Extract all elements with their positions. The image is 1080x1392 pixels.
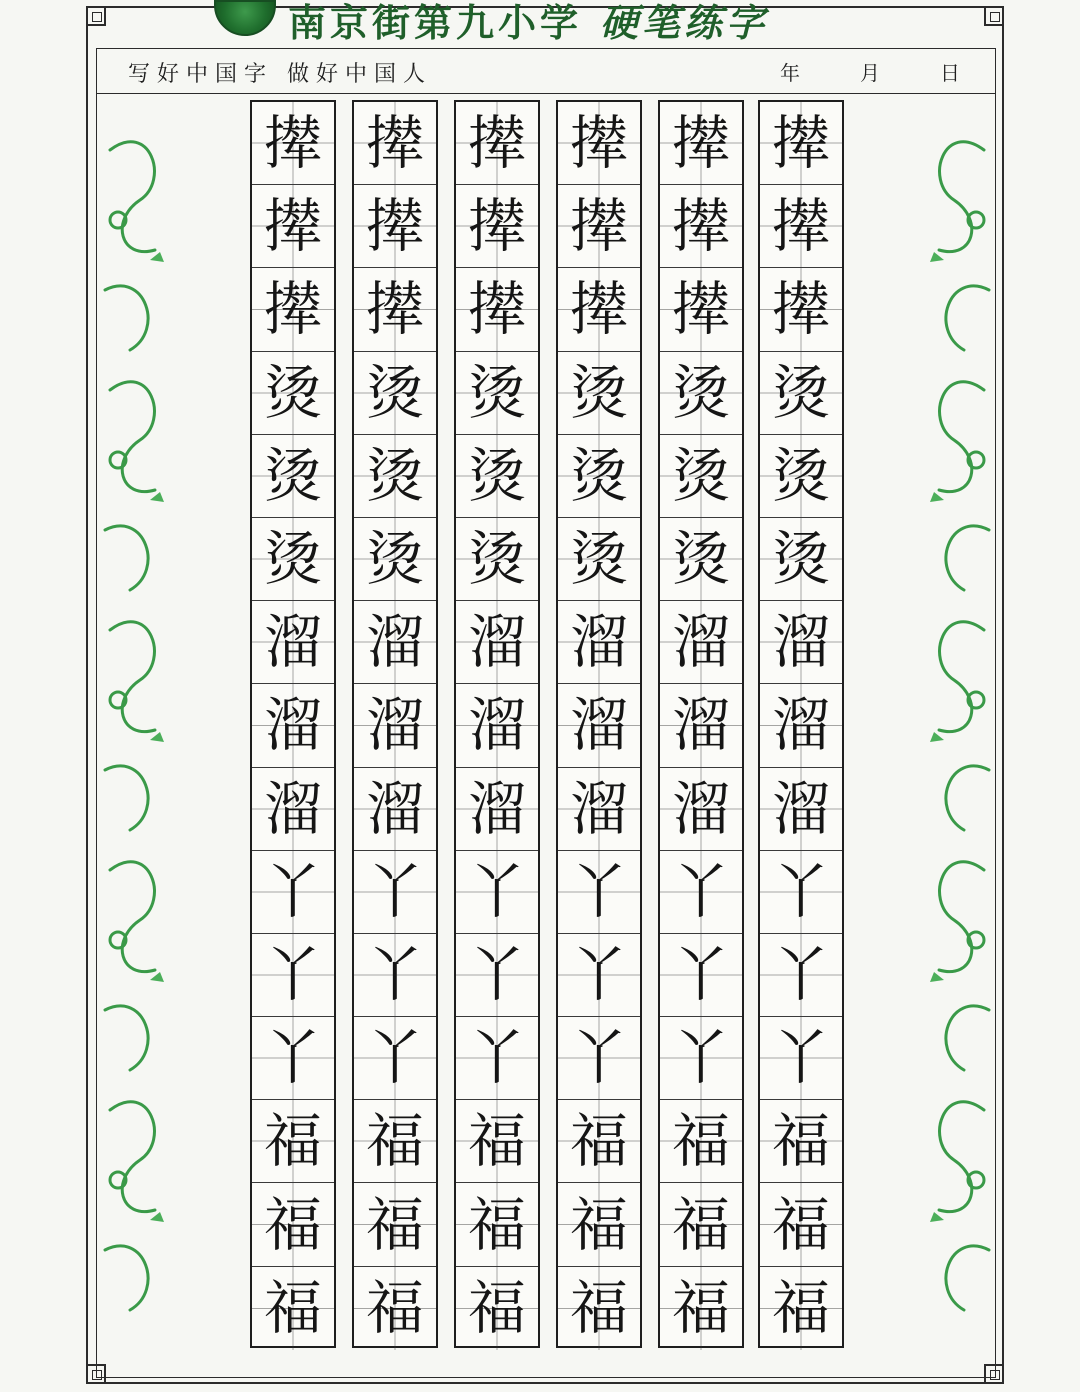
tianzige-cell (252, 518, 334, 601)
tianzige-cell (252, 768, 334, 851)
handwritten-character: 丫 (467, 940, 526, 1009)
tianzige-cell (354, 435, 436, 518)
writing-column (250, 100, 336, 1348)
handwritten-character: 溜 (467, 774, 526, 843)
tianzige-cell (660, 435, 742, 518)
tianzige-cell (354, 684, 436, 767)
tianzige-cell (760, 1017, 842, 1100)
tianzige-cell (456, 601, 538, 684)
tianzige-cell (558, 268, 640, 351)
tianzige-cell (456, 518, 538, 601)
tianzige-cell (660, 601, 742, 684)
handwritten-character: 烫 (467, 441, 526, 510)
tianzige-cell (760, 518, 842, 601)
subject-name: 硬笔练字 (600, 0, 769, 45)
tianzige-cell (760, 934, 842, 1017)
handwritten-character: 撵 (569, 109, 628, 178)
tianzige-cell (760, 851, 842, 934)
tianzige-cell (354, 185, 436, 268)
tianzige-cell (660, 102, 742, 185)
handwritten-character: 丫 (671, 940, 730, 1009)
tianzige-cell (760, 435, 842, 518)
handwritten-character: 福 (771, 1107, 830, 1176)
school-name: 南京街第九小学 (288, 0, 583, 45)
handwritten-character: 福 (263, 1190, 322, 1259)
handwritten-character: 撵 (771, 109, 830, 178)
tianzige-cell (558, 518, 640, 601)
handwritten-character: 撵 (263, 275, 322, 344)
handwritten-character: 撵 (771, 192, 830, 261)
tianzige-cell (252, 684, 334, 767)
handwritten-character: 溜 (365, 608, 424, 677)
tianzige-cell (760, 352, 842, 435)
handwritten-character: 撵 (771, 275, 830, 344)
left-floral-border (90, 110, 176, 1370)
handwritten-character: 丫 (467, 857, 526, 926)
tianzige-cell (660, 684, 742, 767)
handwritten-character: 撵 (671, 192, 730, 261)
handwritten-character: 溜 (771, 691, 830, 760)
handwritten-character: 丫 (671, 1024, 730, 1093)
handwritten-character: 丫 (263, 940, 322, 1009)
handwritten-character: 福 (771, 1274, 830, 1343)
handwritten-character: 福 (467, 1274, 526, 1343)
handwritten-character: 烫 (467, 358, 526, 427)
tianzige-cell (354, 352, 436, 435)
tianzige-cell (456, 934, 538, 1017)
tianzige-cell (252, 185, 334, 268)
handwritten-character: 烫 (771, 358, 830, 427)
tianzige-cell (354, 601, 436, 684)
tianzige-cell (660, 768, 742, 851)
handwritten-character: 福 (671, 1190, 730, 1259)
handwritten-character: 撵 (467, 109, 526, 178)
handwritten-character: 丫 (771, 940, 830, 1009)
handwritten-character: 撵 (365, 275, 424, 344)
handwritten-character: 福 (671, 1274, 730, 1343)
tianzige-cell (760, 684, 842, 767)
handwritten-character: 丫 (365, 940, 424, 1009)
corner-ornament-icon (984, 6, 1004, 26)
right-floral-border (918, 110, 1004, 1370)
tianzige-cell (558, 1100, 640, 1183)
tianzige-cell (252, 1183, 334, 1266)
tianzige-cell (456, 684, 538, 767)
writing-column (454, 100, 540, 1348)
tianzige-cell (354, 851, 436, 934)
handwritten-character: 丫 (671, 857, 730, 926)
tianzige-cell (456, 1267, 538, 1350)
tianzige-cell (558, 934, 640, 1017)
handwritten-character: 撵 (365, 109, 424, 178)
handwritten-character: 撵 (263, 192, 322, 261)
handwritten-character: 烫 (569, 441, 628, 510)
handwritten-character: 撵 (569, 275, 628, 344)
tianzige-cell (456, 352, 538, 435)
tianzige-cell (354, 1183, 436, 1266)
handwritten-character: 福 (263, 1107, 322, 1176)
handwritten-character: 福 (365, 1107, 424, 1176)
tianzige-cell (456, 102, 538, 185)
handwritten-character: 烫 (263, 358, 322, 427)
tianzige-cell (456, 185, 538, 268)
tianzige-cell (456, 435, 538, 518)
tianzige-cell (252, 1100, 334, 1183)
tianzige-cell (558, 185, 640, 268)
handwritten-character: 丫 (771, 857, 830, 926)
tianzige-cell (252, 1267, 334, 1350)
tianzige-cell (252, 601, 334, 684)
handwritten-character: 撵 (671, 109, 730, 178)
writing-column (556, 100, 642, 1348)
tianzige-cell (252, 851, 334, 934)
handwritten-character: 撵 (365, 192, 424, 261)
tianzige-cell (660, 1100, 742, 1183)
tianzige-cell (252, 102, 334, 185)
floral-flourish-icon (90, 110, 176, 1370)
handwritten-character: 烫 (569, 525, 628, 594)
tianzige-cell (558, 1267, 640, 1350)
slogan: 写好中国字 做好中国人 (128, 62, 432, 87)
tianzige-cell (558, 601, 640, 684)
tianzige-cell (456, 1100, 538, 1183)
tianzige-cell (660, 268, 742, 351)
handwritten-character: 福 (569, 1190, 628, 1259)
tianzige-cell (760, 185, 842, 268)
tianzige-cell (760, 1183, 842, 1266)
corner-ornament-icon (86, 6, 106, 26)
writing-column (658, 100, 744, 1348)
tianzige-cell (456, 268, 538, 351)
handwritten-character: 丫 (467, 1024, 526, 1093)
handwritten-character: 丫 (365, 857, 424, 926)
handwritten-character: 溜 (569, 608, 628, 677)
handwritten-character: 丫 (365, 1024, 424, 1093)
handwritten-character: 撵 (569, 192, 628, 261)
date-month-label: 月 (860, 61, 880, 85)
tianzige-cell (660, 934, 742, 1017)
handwritten-character: 福 (263, 1274, 322, 1343)
tianzige-cell (558, 435, 640, 518)
handwritten-character: 溜 (569, 691, 628, 760)
handwritten-character: 撵 (671, 275, 730, 344)
handwritten-character: 撵 (467, 192, 526, 261)
tianzige-cell (558, 768, 640, 851)
tianzige-cell (354, 268, 436, 351)
handwritten-character: 溜 (467, 608, 526, 677)
handwritten-character: 溜 (263, 774, 322, 843)
handwritten-character: 溜 (365, 774, 424, 843)
tianzige-cell (252, 934, 334, 1017)
handwritten-character: 烫 (365, 525, 424, 594)
handwritten-character: 福 (569, 1274, 628, 1343)
tianzige-cell (660, 185, 742, 268)
tianzige-cell (660, 518, 742, 601)
tianzige-cell (760, 268, 842, 351)
handwritten-character: 烫 (365, 441, 424, 510)
handwritten-character: 溜 (365, 691, 424, 760)
handwritten-character: 烫 (671, 358, 730, 427)
handwritten-character: 福 (467, 1107, 526, 1176)
handwritten-character: 溜 (569, 774, 628, 843)
tianzige-cell (760, 1100, 842, 1183)
tianzige-cell (558, 1183, 640, 1266)
writing-column (758, 100, 844, 1348)
handwritten-character: 溜 (263, 608, 322, 677)
tianzige-cell (354, 934, 436, 1017)
tianzige-cell (456, 768, 538, 851)
tianzige-cell (760, 102, 842, 185)
tianzige-cell (760, 1267, 842, 1350)
header-divider (96, 93, 996, 94)
handwritten-character: 丫 (771, 1024, 830, 1093)
tianzige-cell (456, 1017, 538, 1100)
handwritten-character: 烫 (467, 525, 526, 594)
tianzige-cell (252, 435, 334, 518)
handwritten-character: 烫 (771, 441, 830, 510)
tianzige-cell (558, 1017, 640, 1100)
tianzige-cell (558, 684, 640, 767)
floral-flourish-icon (918, 110, 1004, 1370)
handwritten-character: 福 (365, 1190, 424, 1259)
handwritten-character: 福 (671, 1107, 730, 1176)
handwritten-character: 烫 (771, 525, 830, 594)
tianzige-cell (252, 268, 334, 351)
tianzige-cell (354, 1100, 436, 1183)
tianzige-cell (660, 352, 742, 435)
handwritten-character: 烫 (263, 441, 322, 510)
tianzige-cell (456, 1183, 538, 1266)
handwritten-character: 烫 (365, 358, 424, 427)
tianzige-cell (354, 1267, 436, 1350)
handwritten-character: 福 (467, 1190, 526, 1259)
page-inner-frame (96, 48, 996, 1378)
tianzige-cell (354, 518, 436, 601)
tianzige-cell (660, 1267, 742, 1350)
tianzige-cell (354, 1017, 436, 1100)
date-year-label: 年 (780, 61, 800, 85)
tianzige-cell (252, 352, 334, 435)
handwritten-character: 烫 (671, 441, 730, 510)
writing-column (352, 100, 438, 1348)
handwritten-character: 溜 (671, 608, 730, 677)
tianzige-cell (558, 851, 640, 934)
tianzige-cell (760, 768, 842, 851)
handwritten-character: 撵 (263, 109, 322, 178)
tianzige-cell (660, 1017, 742, 1100)
page-title (288, 0, 768, 47)
tianzige-cell (660, 1183, 742, 1266)
tianzige-cell (252, 1017, 334, 1100)
handwritten-character: 烫 (263, 525, 322, 594)
handwritten-character: 溜 (671, 691, 730, 760)
tianzige-cell (456, 851, 538, 934)
handwritten-character: 溜 (771, 774, 830, 843)
handwritten-character: 丫 (569, 857, 628, 926)
handwritten-character: 撵 (467, 275, 526, 344)
tianzige-cell (354, 768, 436, 851)
handwritten-character: 丫 (263, 1024, 322, 1093)
tianzige-cell (558, 352, 640, 435)
handwritten-character: 丫 (569, 1024, 628, 1093)
handwritten-character: 烫 (569, 358, 628, 427)
handwritten-character: 溜 (467, 691, 526, 760)
tianzige-cell (660, 851, 742, 934)
handwritten-character: 丫 (263, 857, 322, 926)
handwritten-character: 溜 (263, 691, 322, 760)
tianzige-cell (354, 102, 436, 185)
tianzige-cell (760, 601, 842, 684)
tianzige-cell (558, 102, 640, 185)
handwritten-character: 溜 (771, 608, 830, 677)
handwritten-character: 丫 (569, 940, 628, 1009)
handwritten-character: 溜 (671, 774, 730, 843)
handwritten-character: 福 (569, 1107, 628, 1176)
date-day-label: 日 (940, 61, 960, 85)
handwritten-character: 福 (771, 1190, 830, 1259)
handwritten-character: 福 (365, 1274, 424, 1343)
handwritten-character: 烫 (671, 525, 730, 594)
